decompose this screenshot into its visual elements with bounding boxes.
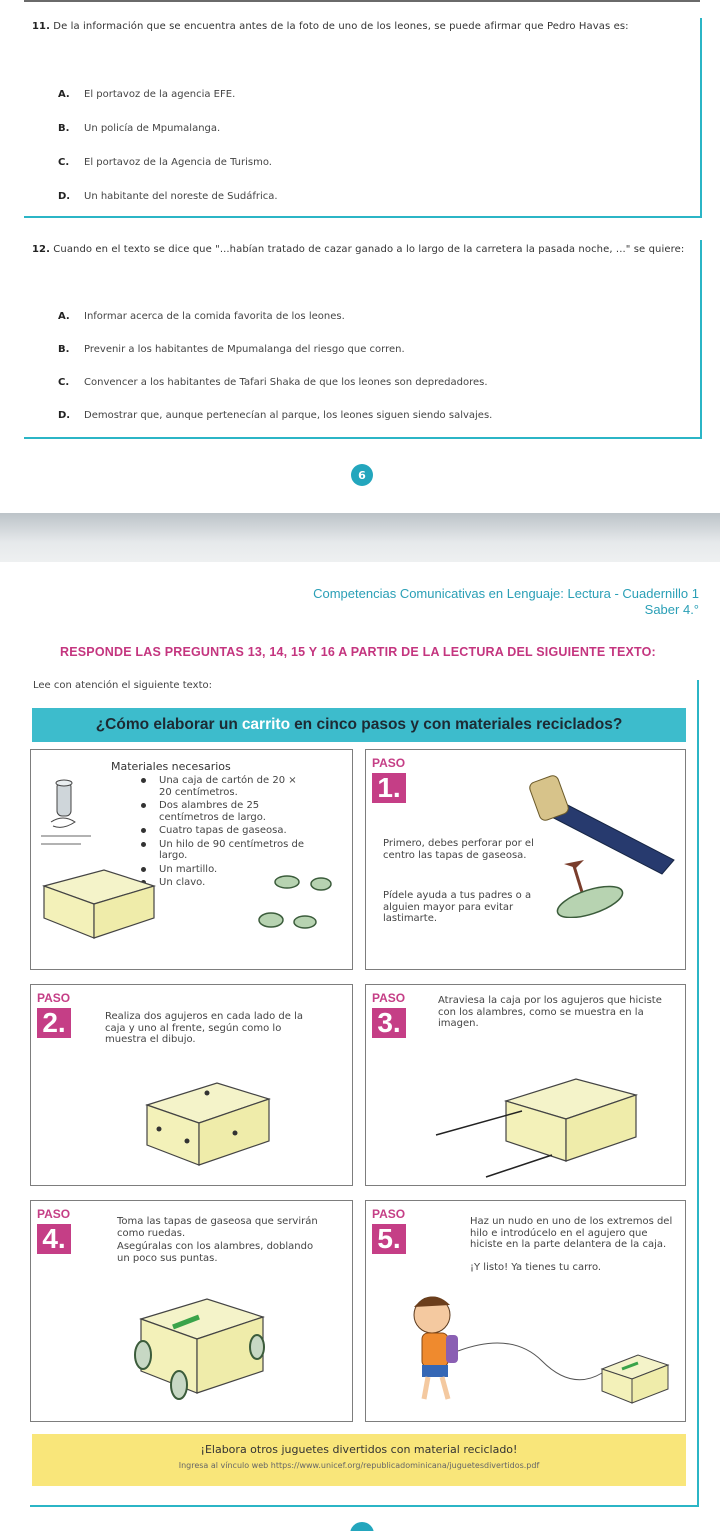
child-pulling-car-illustration	[392, 1281, 682, 1417]
top-rule	[24, 0, 700, 2]
hammer-illustration	[524, 768, 684, 918]
step-3-text: Atraviesa la caja por los agujeros que hiciste con los alambres, como se muestra en la imagen.	[438, 995, 662, 1029]
lead-text: Lee con atención el siguiente texto:	[33, 680, 212, 691]
page-number-badge	[350, 1522, 374, 1531]
box-wires-illustration	[426, 1065, 686, 1183]
material-item: Dos alambres de 25 centímetros de largo.	[139, 800, 299, 823]
material-item: Cuatro tapas de gaseosa.	[139, 825, 329, 837]
page-number: 6	[351, 464, 373, 486]
question-stem: Cuando en el texto se dice que "...habían tratado de cazar ganado a lo largo de la carretera la pasada noche, ..." se quiere:	[53, 244, 685, 255]
page-6	[0, 0, 720, 513]
step-4-tag: PASO 4.	[37, 1207, 71, 1254]
step-5-text: Haz un nudo en uno de los extremos del hilo e introdúcelo en el agujero que hiciste en la parte delantera de la caja.	[470, 1216, 673, 1250]
box-illustration	[39, 856, 159, 940]
page-gap	[0, 513, 720, 562]
q11-option-d[interactable]: D. Un habitante del noreste de Sudáfrica.	[58, 191, 278, 202]
box-holes-illustration	[137, 1069, 277, 1169]
q12-option-d[interactable]: D. Demostrar que, aunque pertenecían al parque, los leones siguen siendo salvajes.	[58, 410, 493, 421]
question-11	[32, 20, 700, 33]
instruction-heading: RESPONDE LAS PREGUNTAS 13, 14, 15 Y 16 A PARTIR DE LA LECTURA DEL SIGUIENTE TEXTO:	[60, 645, 656, 659]
step-2-text: Realiza dos agujeros en cada lado de la caja y uno al frente, según como lo muestra el dibujo.	[105, 1011, 303, 1045]
title-highlight: carrito	[241, 716, 291, 733]
text-frame-right	[697, 680, 699, 1506]
nail-illustration	[41, 778, 101, 848]
step-1-tag: PASO 1.	[372, 756, 406, 803]
car-wheels-illustration	[129, 1289, 269, 1413]
q12-frame-bottom	[24, 437, 702, 439]
question-12	[32, 243, 700, 256]
article-title: ¿Cómo elaborar un carrito en cinco pasos y con materiales reciclados?	[32, 708, 686, 742]
footer-banner	[32, 1434, 686, 1486]
step-4-text: Toma las tapas de gaseosa que servirán como ruedas.	[117, 1216, 318, 1239]
q12-option-a[interactable]: A. Informar acerca de la comida favorita de los leones.	[58, 311, 345, 322]
q11-frame-bottom	[24, 216, 702, 218]
question-number: 11.	[32, 21, 51, 32]
page-7	[0, 562, 720, 1531]
step-3-panel	[365, 984, 686, 1186]
question-stem: De la información que se encuentra antes de la foto de uno de los leones, se puede afirmar que Pedro Havas es:	[53, 21, 629, 32]
q11-frame-right	[700, 18, 702, 217]
step-5-panel	[365, 1200, 686, 1422]
q12-option-b[interactable]: B. Prevenir a los habitantes de Mpumalanga del riesgo que corren.	[58, 344, 405, 355]
running-header: Competencias Comunicativas en Lenguaje: Lectura - Cuadernillo 1	[313, 586, 699, 601]
step-1-note: Pídele ayuda a tus padres o a alguien mayor para evitar lastimarte.	[383, 890, 532, 924]
step-2-tag: PASO 2.	[37, 991, 71, 1038]
step-5-note: ¡Y listo! Ya tienes tu carro.	[470, 1262, 602, 1273]
material-item: Un martillo.	[139, 864, 329, 876]
q12-option-c[interactable]: C. Convencer a los habitantes de Tafari Shaka de que los leones son depredadores.	[58, 377, 488, 388]
material-item: Un hilo de 90 centímetros de largo.	[139, 839, 329, 862]
q11-option-a[interactable]: A. El portavoz de la agencia EFE.	[58, 89, 236, 100]
step-4-panel	[30, 1200, 353, 1422]
footer-main-text: ¡Elabora otros juguetes divertidos con material reciclado!	[200, 1443, 518, 1456]
step-5-tag: PASO 5.	[372, 1207, 406, 1254]
step-3-tag: PASO 3.	[372, 991, 406, 1038]
materials-panel	[30, 749, 353, 970]
step-2-panel	[30, 984, 353, 1186]
materials-title: Materiales necesarios	[111, 760, 231, 773]
question-number: 12.	[32, 244, 51, 255]
step-1-text: Primero, debes perforar por el centro las tapas de gaseosa.	[383, 838, 534, 861]
q11-option-b[interactable]: B. Un policía de Mpumalanga.	[58, 123, 221, 134]
text-frame-bottom	[30, 1505, 699, 1507]
bottle-caps-illustration	[257, 870, 349, 942]
step-1-panel	[365, 749, 686, 970]
q11-option-c[interactable]: C. El portavoz de la Agencia de Turismo.	[58, 157, 272, 168]
material-item: Una caja de cartón de 20 × 20 centímetros.	[139, 775, 299, 798]
q12-frame-right	[700, 240, 702, 438]
running-header-grade: Saber 4.°	[644, 602, 699, 617]
step-4-note: Asegúralas con los alambres, doblando un poco sus puntas.	[117, 1241, 314, 1264]
material-item: Un clavo.	[139, 877, 329, 889]
footer-link-text[interactable]: Ingresa al vínculo web https://www.unicef.org/republicadominicana/juguetesdivertidos.pdf	[178, 1461, 540, 1470]
